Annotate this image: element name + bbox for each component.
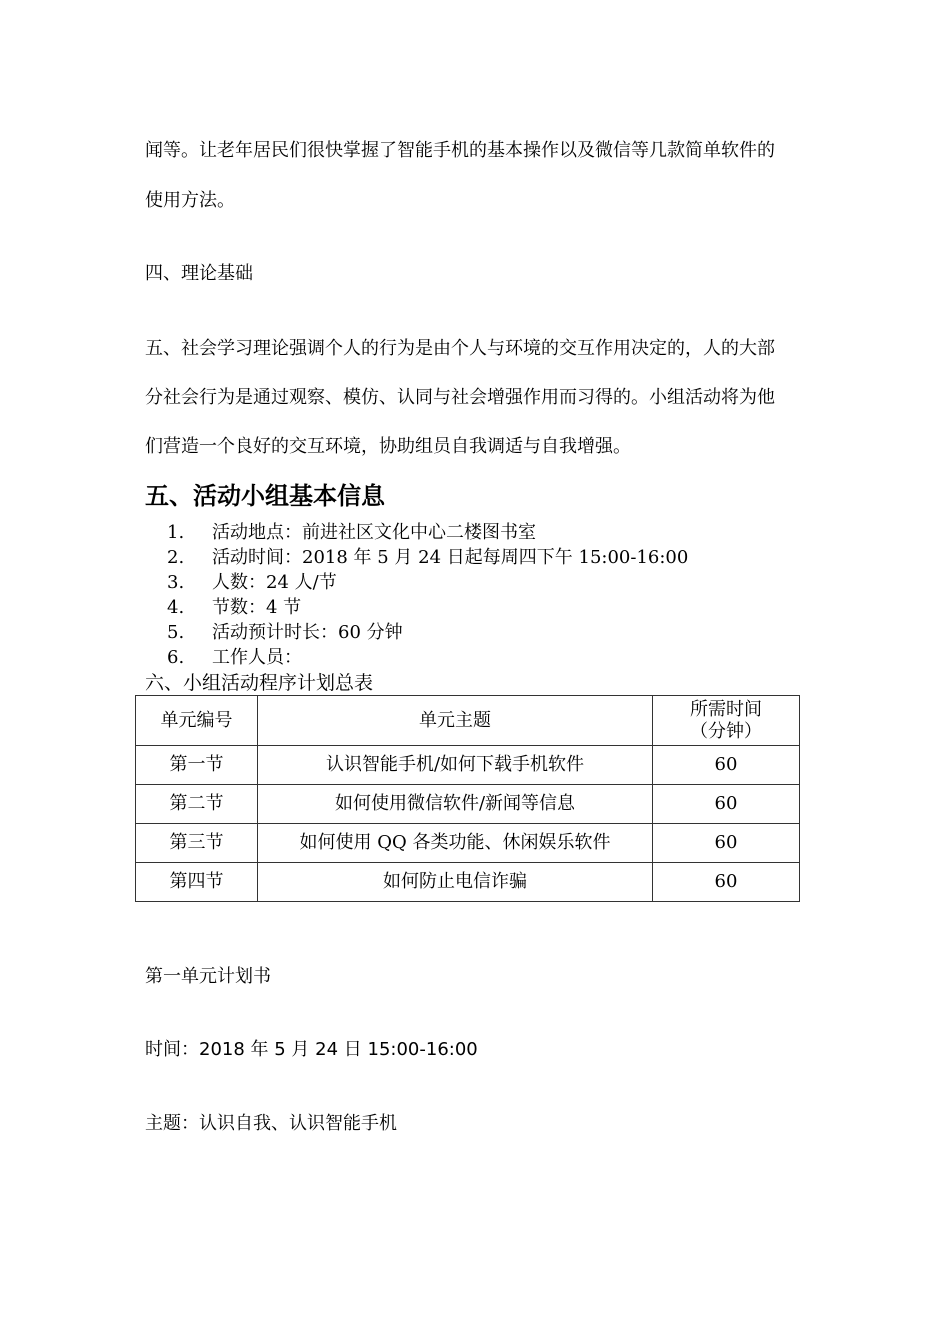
table-row [136, 746, 800, 785]
plan-table [135, 695, 800, 902]
cell-unit: 第四节 [136, 863, 258, 902]
plan-table-title: 六、小组活动程序计划总表 [145, 672, 374, 694]
paragraph-line: 们营造一个良好的交互环境，协助组员自我调适与自我增强。 [145, 436, 631, 457]
cell-minutes: 60 [653, 746, 800, 785]
cell-theme: 如何防止电信诈骗 [258, 863, 653, 902]
cell-minutes: 60 [653, 824, 800, 863]
section-heading-group-info: 五、活动小组基本信息 [145, 482, 385, 510]
list-item-text: 活动地点：前进社区文化中心二楼图书室 [212, 522, 536, 543]
header-time-line2: （分钟） [690, 720, 762, 742]
cell-theme: 如何使用 QQ 各类功能、休闲娱乐软件 [258, 824, 653, 863]
list-item-number: 1. [167, 522, 185, 543]
list-item-text: 人数：24 人/节 [212, 572, 337, 593]
list-item-text: 活动时间：2018 年 5 月 24 日起每周四下午 15:00-16:00 [212, 547, 689, 568]
cell-theme: 认识智能手机/如何下载手机软件 [258, 746, 653, 785]
list-item-number: 5. [167, 622, 185, 643]
list-item-text: 活动预计时长：60 分钟 [212, 622, 403, 643]
cell-minutes: 60 [653, 785, 800, 824]
paragraph-line: 分社会行为是通过观察、模仿、认同与社会增强作用而习得的。小组活动将为他 [145, 387, 775, 408]
cell-minutes: 60 [653, 863, 800, 902]
paragraph-line: 闻等。让老年居民们很快掌握了智能手机的基本操作以及微信等几款简单软件的 [145, 140, 775, 161]
section-heading-theory: 四、理论基础 [145, 263, 253, 284]
cell-unit: 第三节 [136, 824, 258, 863]
table-row [136, 824, 800, 863]
cell-unit: 第二节 [136, 785, 258, 824]
header-unit-no: 单元编号 [136, 696, 258, 746]
table-header-row [136, 696, 800, 746]
unit-plan-title: 第一单元计划书 [145, 966, 271, 987]
header-time [653, 696, 800, 746]
table-row [136, 785, 800, 824]
list-item-number: 4. [167, 597, 185, 618]
list-item-number: 3. [167, 572, 185, 593]
cell-unit: 第一节 [136, 746, 258, 785]
list-item-number: 6. [167, 647, 185, 668]
list-item-text: 节数：4 节 [212, 597, 302, 618]
list-item-text: 工作人员： [212, 647, 302, 668]
unit-plan-theme: 主题：认识自我、认识智能手机 [145, 1113, 397, 1134]
header-time-line1: 所需时间 [690, 698, 762, 720]
paragraph-line: 使用方法。 [145, 190, 235, 211]
unit-plan-time: 时间：2018 年 5 月 24 日 15:00-16:00 [145, 1039, 478, 1060]
header-theme: 单元主题 [258, 696, 653, 746]
paragraph-line: 五、社会学习理论强调个人的行为是由个人与环境的交互作用决定的，人的大部 [145, 338, 775, 359]
cell-theme: 如何使用微信软件/新闻等信息 [258, 785, 653, 824]
list-item-number: 2. [167, 547, 185, 568]
table-row [136, 863, 800, 902]
